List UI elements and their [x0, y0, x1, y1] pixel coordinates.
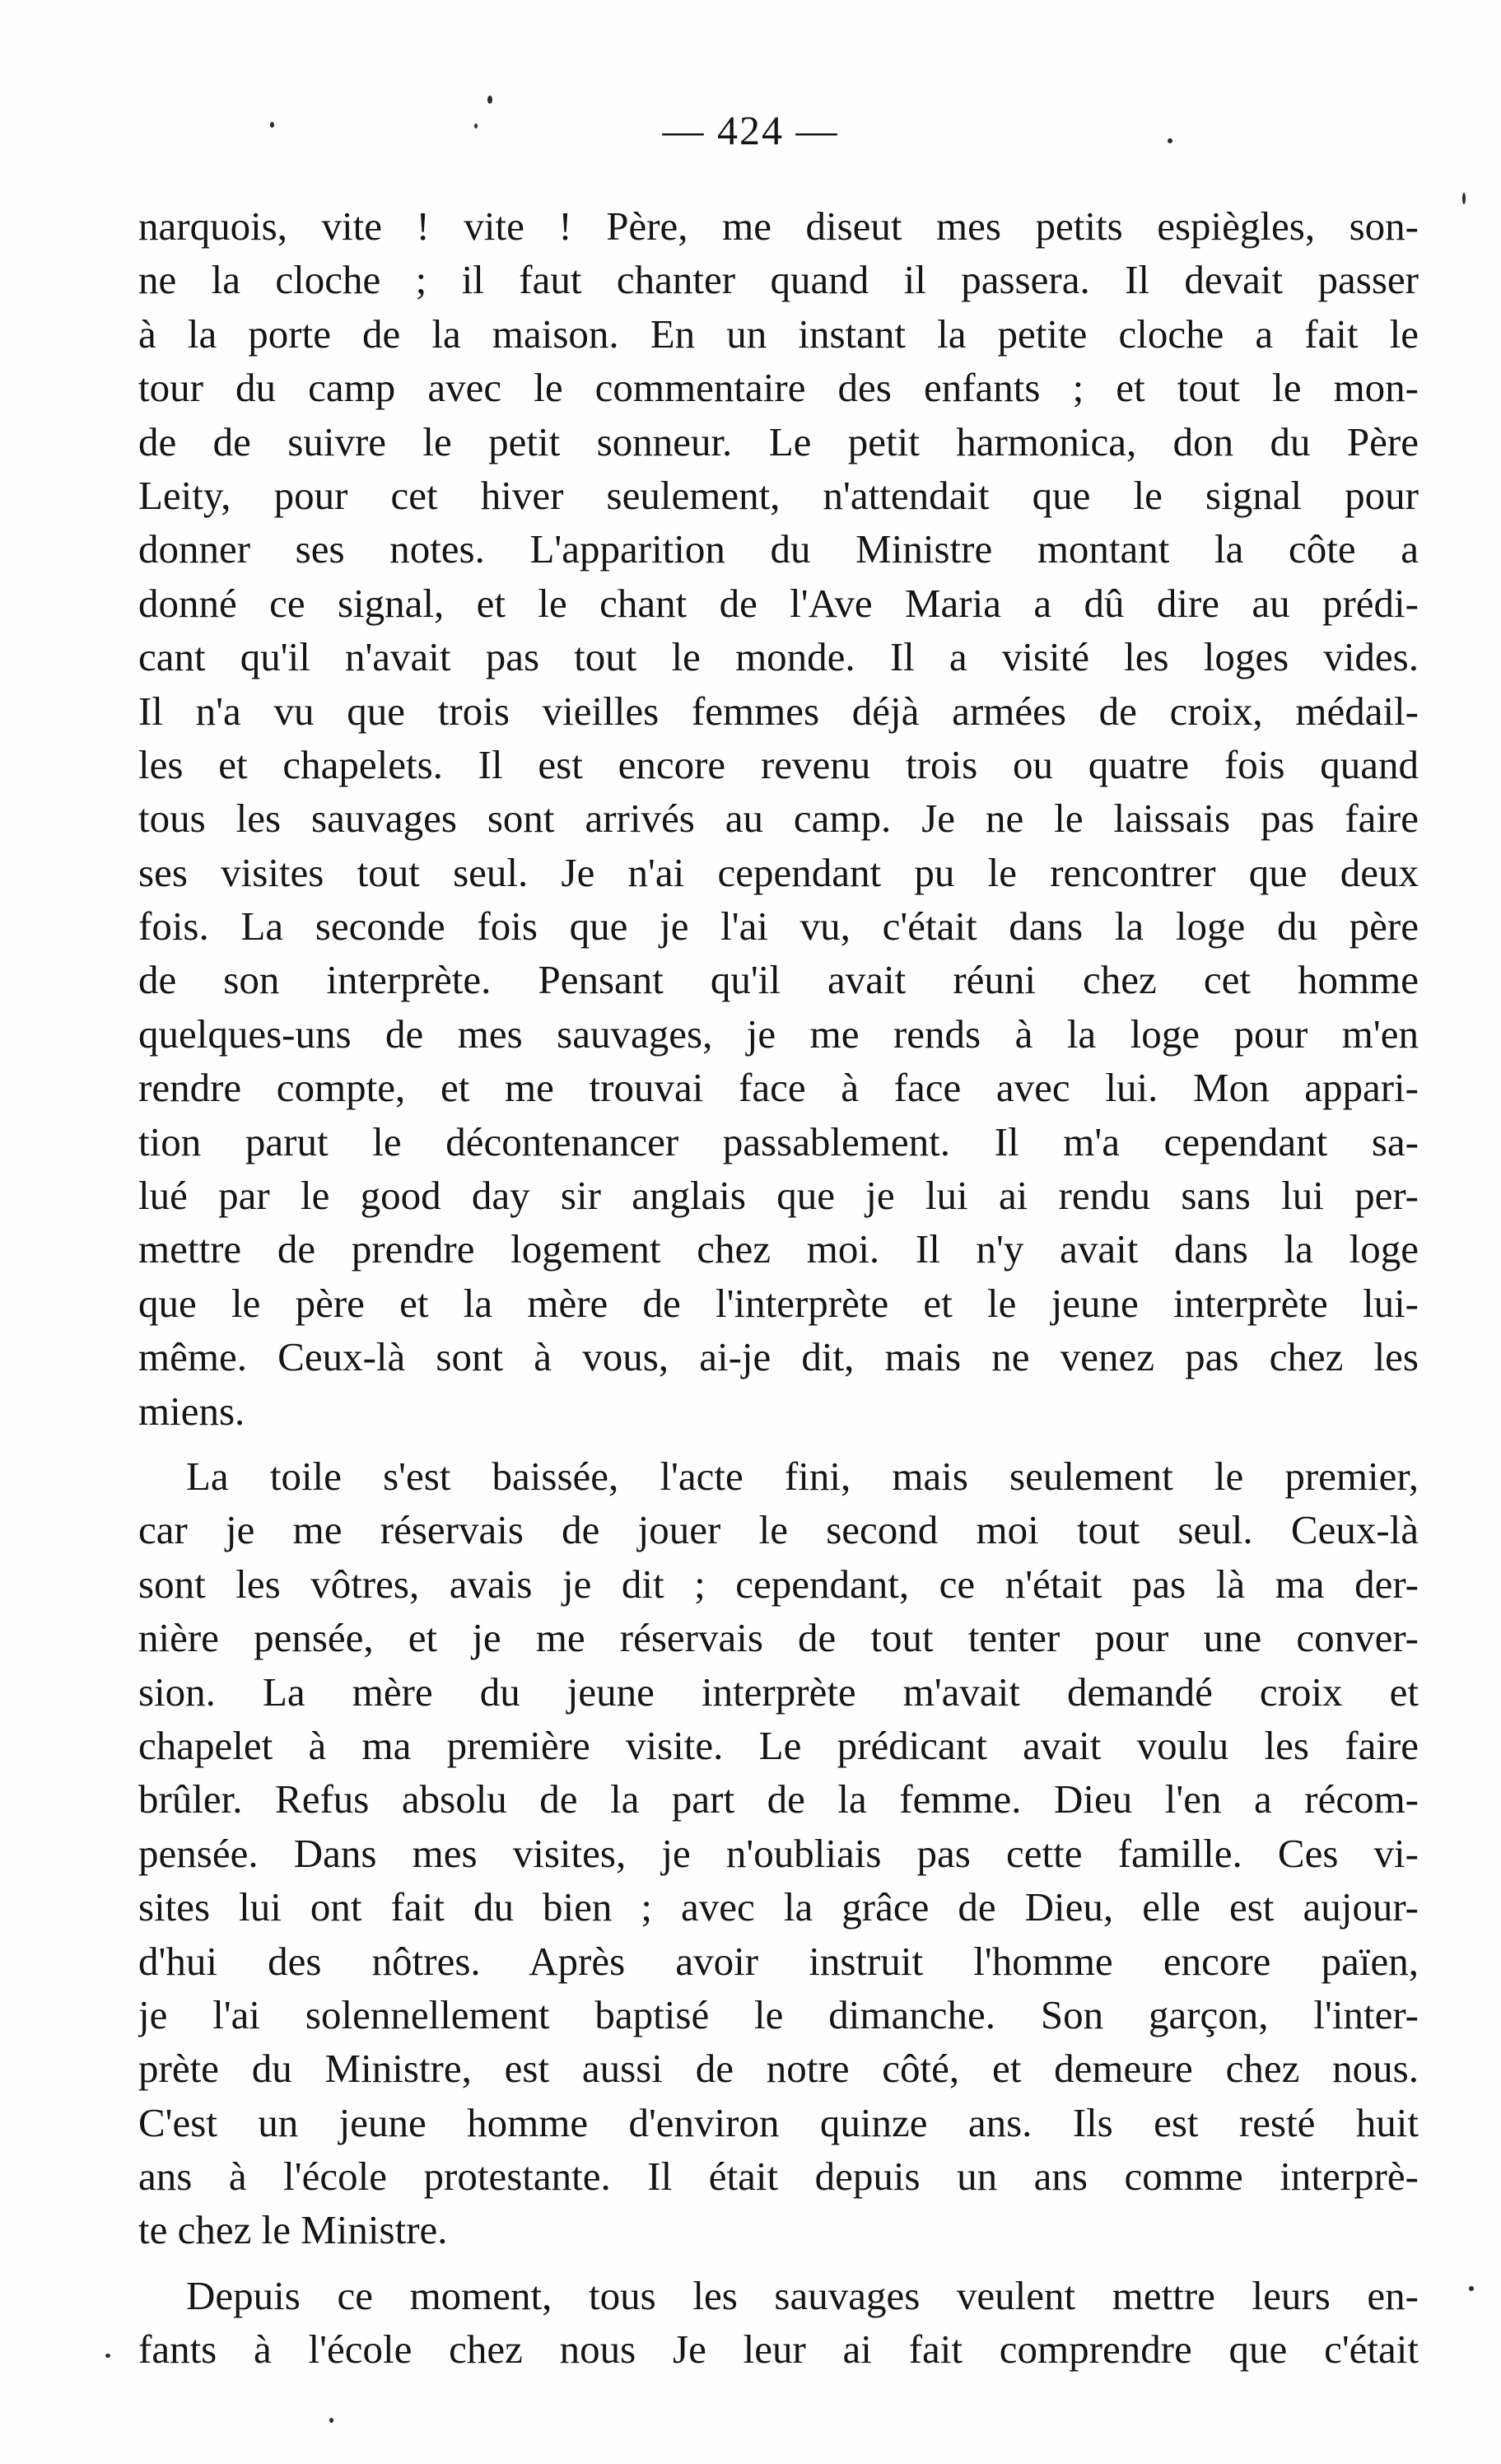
text-line: nière pensée, et je me réservais de tout tenter pour une conver-	[138, 1615, 1419, 1661]
print-speck	[1462, 193, 1466, 204]
paragraph-gap	[138, 1438, 1419, 1449]
text-line: pensée. Dans mes visites, je n'oubliais pas cette famille. Ces vi-	[138, 1830, 1419, 1876]
text-line: tous les sauvages sont arrivés au camp. Je ne le laissais pas faire	[138, 796, 1419, 842]
text-line: quelques-uns de mes sauvages, je me rends à la loge pour m'en	[138, 1010, 1419, 1057]
text-line: cant qu'il n'avait pas tout le monde. Il a visité les loges vides.	[138, 634, 1419, 680]
text-line: à la porte de la maison. En un instant la petite cloche a fait le	[138, 310, 1419, 357]
text-line: te chez le Ministre.	[138, 2207, 448, 2253]
text-line: miens.	[138, 1388, 245, 1434]
paragraph	[138, 2269, 1419, 2377]
text-line: tour du camp avec le commentaire des enfants ; et tout le mon-	[138, 365, 1419, 411]
text-line: chapelet à ma première visite. Le prédicant avait voulu les faire	[138, 1722, 1419, 1768]
text-line: de son interprète. Pensant qu'il avait réuni chez cet homme	[138, 957, 1419, 1003]
print-speck	[329, 2418, 333, 2423]
print-speck	[270, 122, 274, 128]
text-line: C'est un jeune homme d'environ quinze ans. Ils est resté huit	[138, 2099, 1419, 2145]
text-line: ans à l'école protestante. Il était depuis un ans comme interprè-	[138, 2154, 1419, 2200]
text-line: mettre de prendre logement chez moi. Il n'y avait dans la loge	[138, 1226, 1419, 1272]
text-line: sion. La mère du jeune interprète m'avait demandé croix et	[138, 1668, 1419, 1715]
print-speck	[1469, 2286, 1474, 2291]
text-line: tion parut le décontenancer passablement. Il m'a cependant sa-	[138, 1118, 1419, 1164]
paragraph-gap	[138, 2257, 1419, 2269]
page-number: — 424 —	[662, 107, 839, 153]
print-speck	[487, 96, 492, 104]
text-line: Depuis ce moment, tous les sauvages veulent mettre leurs en-	[186, 2272, 1419, 2318]
text-line: sites lui ont fait du bien ; avec la grâce de Dieu, elle est aujour-	[138, 1884, 1419, 1930]
print-speck	[474, 124, 478, 128]
text-line: donner ses notes. L'apparition du Ministre montant la côte a	[138, 526, 1419, 572]
text-line: La toile s'est baissée, l'acte fini, mais seulement le premier,	[186, 1453, 1419, 1499]
text-line: Leity, pour cet hiver seulement, n'attendait que le signal pour	[138, 472, 1419, 518]
text-line: de de suivre le petit sonneur. Le petit harmonica, don du Père	[138, 418, 1419, 464]
text-line: lué par le good day sir anglais que je lui ai rendu sans lui per-	[138, 1173, 1419, 1219]
body-text	[138, 199, 1419, 2377]
print-speck	[1168, 138, 1172, 143]
text-line: fants à l'école chez nous Je leur ai fait comprendre que c'était	[138, 2326, 1419, 2373]
text-line: sont les vôtres, avais je dit ; cependant, ce n'était pas là ma der-	[138, 1561, 1419, 1607]
text-line: donné ce signal, et le chant de l'Ave Maria a dû dire au prédi-	[138, 580, 1419, 626]
text-line: rendre compte, et me trouvai face à face avec lui. Mon appari-	[138, 1065, 1419, 1111]
text-line: brûler. Refus absolu de la part de la femme. Dieu l'en a récom-	[138, 1776, 1419, 1822]
text-line: ne la cloche ; il faut chanter quand il passera. Il devait passer	[138, 257, 1419, 303]
text-line: je l'ai solennellement baptisé le dimanche. Son garçon, l'inter-	[138, 1991, 1419, 2037]
paragraph	[138, 199, 1419, 1438]
text-line: même. Ceux-là sont à vous, ai-je dit, mais ne venez pas chez les	[138, 1334, 1419, 1380]
print-speck	[105, 2354, 110, 2358]
text-line: ses visites tout seul. Je n'ai cependant pu le rencontrer que deux	[138, 849, 1419, 895]
text-line: car je me réservais de jouer le second moi tout seul. Ceux-là	[138, 1507, 1419, 1553]
text-line: Il n'a vu que trois vieilles femmes déjà armées de croix, médail-	[138, 688, 1419, 734]
text-line: les et chapelets. Il est encore revenu trois ou quatre fois quand	[138, 741, 1419, 787]
text-line: prète du Ministre, est aussi de notre côté, et demeure chez nous.	[138, 2046, 1419, 2092]
text-line: que le père et la mère de l'interprète et le jeune interprète lui-	[138, 1280, 1419, 1326]
text-line: fois. La seconde fois que je l'ai vu, c'était dans la loge du père	[138, 903, 1419, 950]
text-line: narquois, vite ! vite ! Père, me diseut mes petits espiègles, son-	[138, 203, 1419, 249]
paragraph	[138, 1449, 1419, 2257]
text-line: d'hui des nôtres. Après avoir instruit l'homme encore païen,	[138, 1938, 1419, 1984]
